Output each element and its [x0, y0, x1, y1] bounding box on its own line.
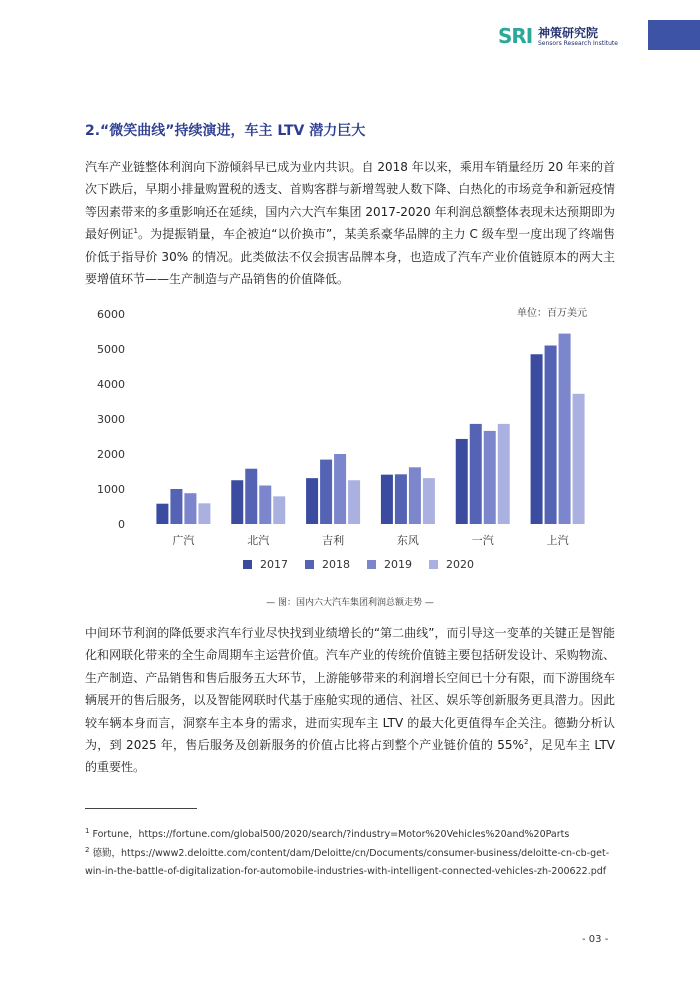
bar-2018-0 [170, 489, 182, 524]
bar-2017-5 [531, 354, 543, 524]
footnote-2-number: 2 [85, 845, 90, 854]
header-accent-bar [648, 20, 700, 50]
logo-mark: SRI [498, 24, 533, 48]
logo-english-name: Sensors Research Institute [538, 40, 618, 47]
section-title: 2.“微笑曲线”持续演进，车主 LTV 潜力巨大 [85, 123, 366, 139]
legend-swatch-2020 [429, 560, 438, 569]
bar-2018-5 [545, 346, 557, 525]
footnote-1-number: 1 [85, 826, 90, 835]
body-paragraph-2 [85, 622, 615, 779]
legend-label-2017: 2017 [260, 558, 288, 571]
x-tick-label: 广汽 [172, 534, 195, 547]
bar-2017-0 [156, 504, 168, 524]
bar-2019-0 [184, 493, 196, 524]
chart-caption: — 图：国内六大汽车集团利润总额走势 — [266, 598, 434, 608]
x-tick-label: 东风 [396, 534, 419, 547]
bar-2020-3 [423, 478, 435, 524]
bar-2017-3 [381, 475, 393, 524]
bar-2018-2 [320, 460, 332, 524]
footnote-2-text: 德勤，https://www2.deloitte.com/content/dam/Deloitte/cn/Documents/consumer-business/deloitte-cn-cb-get-win-in-the-battle-of-digitalization-for-automobile-industries-with-intelligent-connected-vehicles-zh-200622.pdf [85, 847, 610, 877]
y-tick-label: 5000 [97, 343, 125, 356]
bar-2020-2 [348, 480, 360, 524]
bar-2017-2 [306, 478, 318, 524]
y-tick-label: 2000 [97, 448, 125, 461]
footnote-ref-1: 1 [133, 227, 138, 236]
bar-2017-1 [231, 480, 243, 524]
legend-swatch-2017 [243, 560, 252, 569]
brand-logo [498, 22, 628, 52]
y-tick-label: 1000 [97, 483, 125, 496]
legend-swatch-2019 [367, 560, 376, 569]
profit-bar-chart [85, 298, 615, 583]
footnote-1-text: Fortune，https://fortune.com/global500/2020/search/?industry=Motor%20Vehicles%20and%20Parts [89, 829, 570, 840]
paragraph-2-text-a: 中间环节利润的降低要求汽车行业尽快找到业绩增长的“第二曲线”，而引导这一变革的关键正是智能化和网联化带来的全生命周期车主运营价值。汽车产业的传统价值链主要包括研发设计、采购物流、生产制造、产品销售和售后服务五大环节，上游能够带来的利润增长空间已十分有限，而下游围绕车辆展开的售后服务，以及智能网联时代基于座舱实现的通信、社区、娱乐等创新服务更具潜力。因此较车辆本身而言，洞察车主本身的需求，进而实现车主 LTV 的最大化更值得车企关注。德勤分析认为，到 2025 年，售后服务及创新服务的价值占比将占到整个产业链价值的 55% [85, 626, 616, 753]
bar-2020-5 [573, 394, 585, 524]
footnote-ref-2: 2 [523, 738, 529, 747]
bar-2018-4 [470, 424, 482, 524]
legend-label-2018: 2018 [322, 558, 350, 571]
chart-unit-label: 单位：百万美元 [517, 308, 587, 319]
bar-2020-1 [273, 496, 285, 524]
bar-2019-5 [559, 334, 571, 524]
page-number: - 03 - [582, 934, 609, 945]
legend-label-2020: 2020 [446, 558, 474, 571]
x-tick-label: 一汽 [471, 534, 494, 547]
footnote-1 [85, 826, 615, 845]
bar-2019-4 [484, 431, 496, 524]
y-tick-label: 6000 [97, 308, 125, 321]
paragraph-1-text-a: 汽车产业链整体利润向下游倾斜早已成为业内共识。自 2018 年以来，乘用车销量经历 20 年来的首次下跌后，早期小排量购置税的透支、首购客群与新增驾驶人数下降、白热化的市场竞争和新冠疫情等因素带来的多重影响还在延续，国内六大汽车集团 2017-2020 年利润总额整体表现未达预期即为最好例证 [85, 160, 615, 242]
paragraph-1-text-b: 。为提振销量，车企被迫“以价换市”，某美系豪华品牌的主力 C 级车型一度出现了终端售价低于指导价 30% 的情况。此类做法不仅会损害品牌本身，也造成了汽车产业价值链原本的两大主要增值环节——生产制造与产品销售的价值降低。 [85, 227, 615, 287]
x-tick-label: 北汽 [247, 534, 270, 547]
footnote-divider [85, 808, 197, 809]
bar-2020-4 [498, 424, 510, 524]
bar-2017-4 [456, 439, 468, 524]
y-tick-label: 0 [118, 518, 125, 531]
y-tick-label: 3000 [97, 413, 125, 426]
bar-2018-3 [395, 474, 407, 524]
x-tick-label: 吉利 [322, 534, 345, 547]
bar-2019-2 [334, 454, 346, 524]
x-tick-label: 上汽 [546, 534, 569, 547]
paragraph-2-text-b: ，足见车主 LTV 的重要性。 [85, 738, 615, 775]
legend-swatch-2018 [305, 560, 314, 569]
logo-chinese-name: 神策研究院 [538, 26, 599, 40]
bar-2019-3 [409, 467, 421, 524]
bar-2018-1 [245, 469, 257, 524]
bar-2020-0 [198, 503, 210, 524]
footnotes [85, 826, 615, 882]
legend-label-2019: 2019 [384, 558, 412, 571]
bar-2019-1 [259, 486, 271, 525]
body-paragraph-1 [85, 156, 615, 290]
footnote-2 [85, 845, 615, 882]
y-tick-label: 4000 [97, 378, 125, 391]
